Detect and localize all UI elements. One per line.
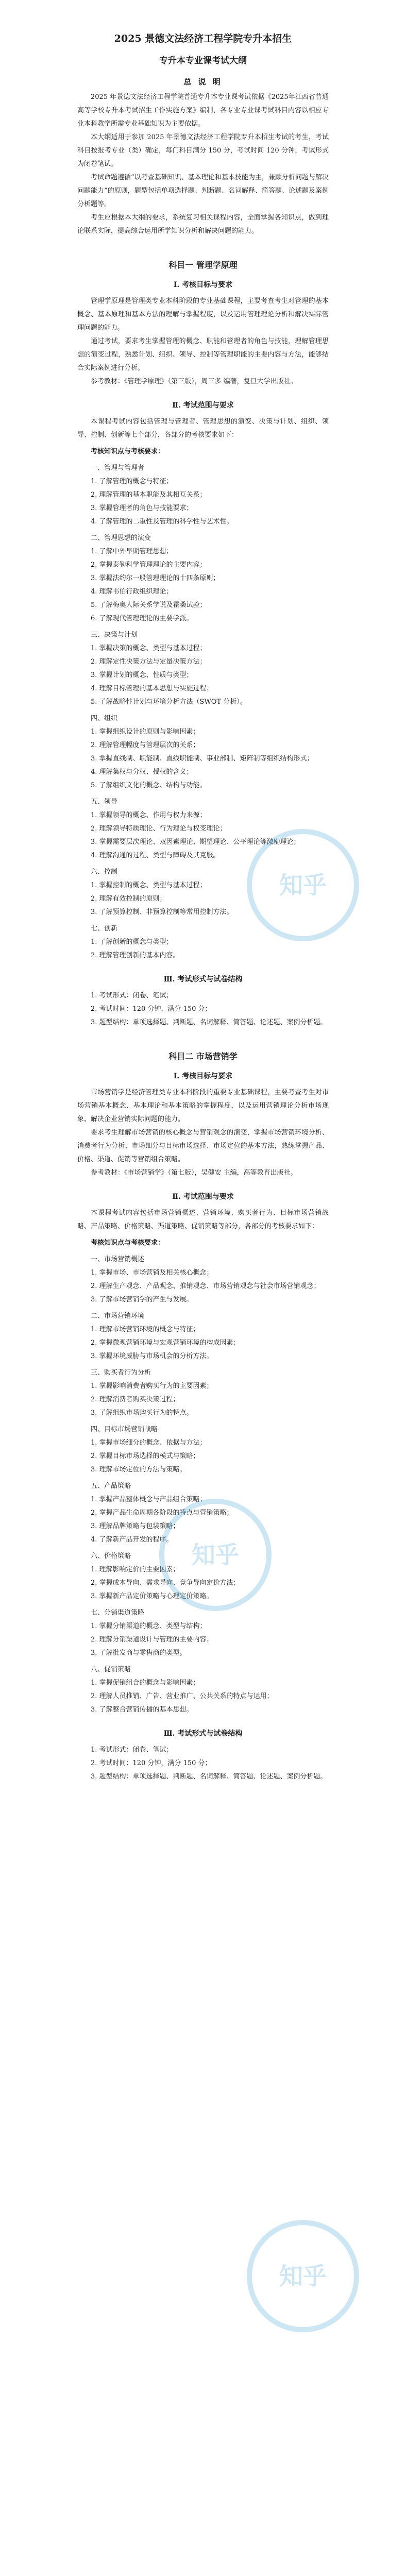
knowledge-point: 2. 理解分销渠道设计与管理的主要内容； [91,1636,213,1643]
intro-paragraph: 2025 年景德文法经济工程学院普通专升本专业课考试依据《2025年江西省普通高等学校专升本考试招生工作实施方案》编制，各专业专业课考试科目内容以相应专业本科教学所需专业基础知识为主要依据。 [77,93,329,128]
knowledge-point: 3. 掌握需要层次理论、双因素理论、期望理论、公平理论等激励理论； [91,838,300,846]
knowledge-point: 3. 掌握新产品定价策略与心理定价策略。 [91,1592,213,1600]
svg-text:知乎: 知乎 [279,871,327,899]
exam-format-item: 1. 考试形式：闭卷、笔试； [91,992,173,999]
spacer [77,1180,329,1185]
knowledge-point: 3. 了解市场营销学的产生与发展。 [91,1296,193,1303]
knowledge-point: 1. 掌握市场细分的概念、依据与方法； [91,1439,207,1447]
spacer [77,1717,329,1722]
scope-paragraph: 本课程考试内容包括市场营销概述、营销环境、购买者行为、目标市场营销战略、产品策略、价格策略、渠道策略、促销策略等部分，各部分的考核要求如下： [77,1209,329,1230]
knowledge-point: 1. 了解中外早期管理思想； [91,548,173,555]
exam-format-item: 3. 题型结构：单项选择题、判断题、名词解释、简答题、论述题、案例分析题。 [91,1773,327,1781]
knowledge-point: 5. 了解梅奥人际关系学说及霍桑试验； [91,601,207,609]
intro-paragraph: 本大纲适用于参加 2025 年景德文法经济工程学院专升本招生考试的考生，考试科目按报考专业（类）确定，每门科目满分 150 分，考试时间 120 分钟，考试形式为闭卷笔试。 [77,133,329,168]
knowledge-point: 3. 掌握管理者的角色与技能要求； [91,504,193,512]
scope-heading: Ⅱ. 考试范围与要求 [172,1193,234,1201]
knowledge-point: 3. 掌握法约尔一般管理理论的十四条原则； [91,574,220,582]
knowledge-point: 1. 掌握领导的概念、作用与权力来源； [91,811,207,819]
chapter-heading: 五、产品策略 [91,1482,131,1490]
knowledge-point: 1. 了解创新的概念与类型； [91,938,173,946]
chapter-heading: 三、购买者行为分析 [91,1369,151,1377]
knowledge-point: 2. 掌握微观营销环境与宏观营销环境的构成因素； [91,1339,240,1347]
chapter-heading: 一、管理与管理者 [91,464,145,472]
knowledge-points-heading: 考核知识点与考核要求： [91,1239,165,1247]
knowledge-points-heading: 考核知识点与考核要求： [91,448,165,455]
knowledge-point: 5. 了解组织文化的概念、结构与功能。 [91,782,207,789]
knowledge-point: 3. 掌握环境威胁与市场机会的分析方法。 [91,1352,213,1360]
knowledge-point: 1. 掌握市场、市场营销及相关核心概念； [91,1269,213,1277]
chapter-heading: 二、市场营销环境 [91,1312,145,1320]
chapter-heading: 二、管理思想的演变 [91,534,151,542]
knowledge-point: 2. 理解人员推销、广告、营业推广、公共关系的特点与运用； [91,1692,274,1700]
knowledge-point: 1. 掌握组织设计的原则与影响因素； [91,728,200,736]
section-title: 总 说 明 [183,77,223,87]
knowledge-point: 1. 掌握控制的概念、类型与基本过程； [91,882,207,889]
subject-title: 科目二 市场营销学 [168,1052,238,1061]
knowledge-point: 1. 掌握促销组合的概念与影响因素； [91,1679,200,1687]
knowledge-point: 1. 掌握分销渠道的概念、类型与结构； [91,1622,207,1630]
knowledge-point: 2. 理解管理幅度与管理层次的关系； [91,741,200,749]
knowledge-point: 3. 掌握计划的概念、性质与类型； [91,671,193,679]
document-title: 2025 景德文法经济工程学院专升本招生 [114,33,292,44]
knowledge-point: 3. 了解组织市场购买行为的特点。 [91,1409,193,1417]
svg-text:知乎: 知乎 [192,1541,239,1569]
chapter-heading: 六、控制 [91,868,118,876]
knowledge-point: 2. 掌握目标市场选择的模式与策略； [91,1452,200,1460]
knowledge-point: 1. 理解影响定价的主要因素； [91,1566,180,1573]
knowledge-point: 3. 了解批发商与零售商的类型。 [91,1649,187,1657]
knowledge-point: 1. 掌握产品整体概念与产品组合策略； [91,1496,207,1503]
subject-section [77,259,329,1029]
knowledge-point: 1. 理解市场营销环境的概念与特征； [91,1326,200,1333]
knowledge-point: 2. 掌握产品生命周期各阶段的特点与营销策略； [91,1509,233,1517]
knowledge-point: 3. 了解预算控制、非预算控制等常用控制方法。 [91,908,233,916]
chapter-heading: 三、决策与计划 [91,631,138,639]
spacer [77,388,329,394]
knowledge-point: 1. 掌握影响消费者购买行为的主要因素； [91,1382,213,1390]
objectives-paragraph: 市场营销学是经济管理类专业本科阶段的重要专业基础课程，主要考查考生对市场营销基本概念、基本理论和基本策略的掌握程度，以及运用营销理论分析市场现象、解决企业营销实际问题的能力。 [77,1089,329,1123]
knowledge-point: 2. 掌握泰勒科学管理理论的主要内容； [91,561,207,569]
chapter-heading: 四、组织 [91,715,118,722]
exam-format-item: 2. 考试时间：120 分钟，满分 150 分； [91,1759,212,1767]
knowledge-point: 4. 了解管理的二重性及管理的科学性与艺术性。 [91,518,233,526]
knowledge-point: 3. 理解市场定位的方法与策略。 [91,1466,187,1473]
knowledge-point: 2. 掌握成本导向、需求导向、竞争导向定价方法； [91,1579,240,1587]
chapter-heading: 一、市场营销概述 [91,1256,145,1263]
chapter-heading: 七、创新 [91,925,118,933]
chapter-heading: 四、目标市场营销战略 [91,1426,158,1433]
knowledge-point: 2. 理解定性决策方法与定量决策方法； [91,658,207,666]
exam-format-item: 1. 考试形式：闭卷、笔试； [91,1746,173,1754]
intro-block [77,91,329,238]
knowledge-point: 4. 了解新产品开发的程序。 [91,1536,173,1544]
objectives-paragraph: 参考教材：《市场营销学》（第七版），吴健安 主编，高等教育出版社。 [91,1169,297,1177]
exam-format-heading: Ⅲ. 考试形式与试卷结构 [163,975,243,984]
objectives-paragraph: 要求考生理解市场营销的核心概念与营销观念的演变，掌握市场营销环境分析、消费者行为分析、市场细分与目标市场选择、市场定位的基本方法，熟练掌握产品、价格、渠道、促销等营销组合策略。 [77,1129,329,1163]
objectives-heading: Ⅰ. 考核目标与要求 [173,281,233,289]
knowledge-point: 1. 掌握决策的概念、类型与基本过程； [91,645,207,652]
intro-paragraph: 考试命题遵循“以考查基础知识、基本理论和基本技能为主，兼顾分析问题与解决问题能力”的原则，题型包括单项选择题、判断题、名词解释、简答题、论述题及案例分析题等。 [77,174,329,208]
objectives-heading: Ⅰ. 考核目标与要求 [173,1072,233,1080]
knowledge-point: 2. 理解消费者购买决策过程； [91,1396,180,1403]
knowledge-point: 4. 理解目标管理的基本思想与实施过程； [91,685,213,692]
chapter-heading: 八、促销策略 [91,1666,131,1673]
exam-format-heading: Ⅲ. 考试形式与试卷结构 [163,1730,243,1738]
knowledge-point: 4. 理解韦伯行政组织理论； [91,588,173,596]
subject-title: 科目一 管理学原理 [168,260,238,270]
knowledge-point: 4. 理解沟通的过程、类型与障碍及其克服。 [91,852,220,859]
spacer [77,962,329,968]
knowledge-point: 2. 理解管理创新的基本内容。 [91,952,180,959]
knowledge-point: 2. 理解领导特质理论、行为理论与权变理论； [91,825,227,833]
scope-paragraph: 本课程考试内容包括管理与管理者、管理思想的演变、决策与计划、组织、领导、控制、创新等七个部分，各部分的考核要求如下： [77,418,329,439]
knowledge-point: 3. 掌握直线制、职能制、直线职能制、事业部制、矩阵制等组织结构形式； [91,755,314,762]
knowledge-point: 5. 了解战略性计划与环境分析方法（SWOT 分析）。 [91,698,247,706]
intro-paragraph: 考生应根据本大纲的要求，系统复习相关课程内容，全面掌握各知识点，做到理论联系实际，提高综合运用所学知识分析和解决问题的能力。 [77,214,329,235]
chapter-heading: 五、领导 [91,798,118,806]
objectives-paragraph: 通过考试，要求考生掌握管理的概念、职能和管理者的角色与技能，理解管理思想的演变过程，熟悉计划、组织、领导、控制等管理职能的主要内容与方法，能够结合实际案例进行分析。 [77,337,329,372]
subject-section [77,1050,329,1784]
exam-format-item: 2. 考试时间：120 分钟，满分 150 分； [91,1005,212,1013]
knowledge-point: 2. 理解生产观念、产品观念、推销观念、市场营销观念与社会市场营销观念； [91,1282,320,1290]
knowledge-point: 1. 了解管理的概念与特征； [91,478,173,485]
svg-text:知乎: 知乎 [279,2262,327,2290]
knowledge-point: 4. 理解集权与分权、授权的含义； [91,768,193,776]
objectives-paragraph: 管理学原理是管理类专业本科阶段的专业基础课程，主要考查考生对管理的基本概念、基本原理和基本方法的理解与掌握程度，以及运用管理理论分析和解决实际管理问题的能力。 [77,297,329,332]
chapter-heading: 七、分销渠道策略 [91,1609,145,1617]
objectives-paragraph: 参考教材：《管理学原理》（第三版），周三多 编著，复旦大学出版社。 [91,378,297,385]
document-subtitle: 专升本专业课考试大纲 [159,56,247,66]
knowledge-point: 2. 理解管理的基本职能及其相互关系； [91,491,207,499]
exam-format-item: 3. 题型结构：单项选择题、判断题、名词解释、简答题、论述题、案例分析题。 [91,1019,327,1026]
knowledge-point: 2. 理解有效控制的原则； [91,895,166,903]
knowledge-point: 6. 了解现代管理理论的主要学派。 [91,615,193,622]
knowledge-point: 3. 了解整合营销传播的基本思想。 [91,1706,193,1714]
knowledge-point: 3. 理解品牌策略与包装策略； [91,1522,180,1530]
chapter-heading: 六、价格策略 [91,1552,131,1560]
parts-container [77,259,329,1784]
scope-heading: Ⅱ. 考试范围与要求 [172,401,234,410]
